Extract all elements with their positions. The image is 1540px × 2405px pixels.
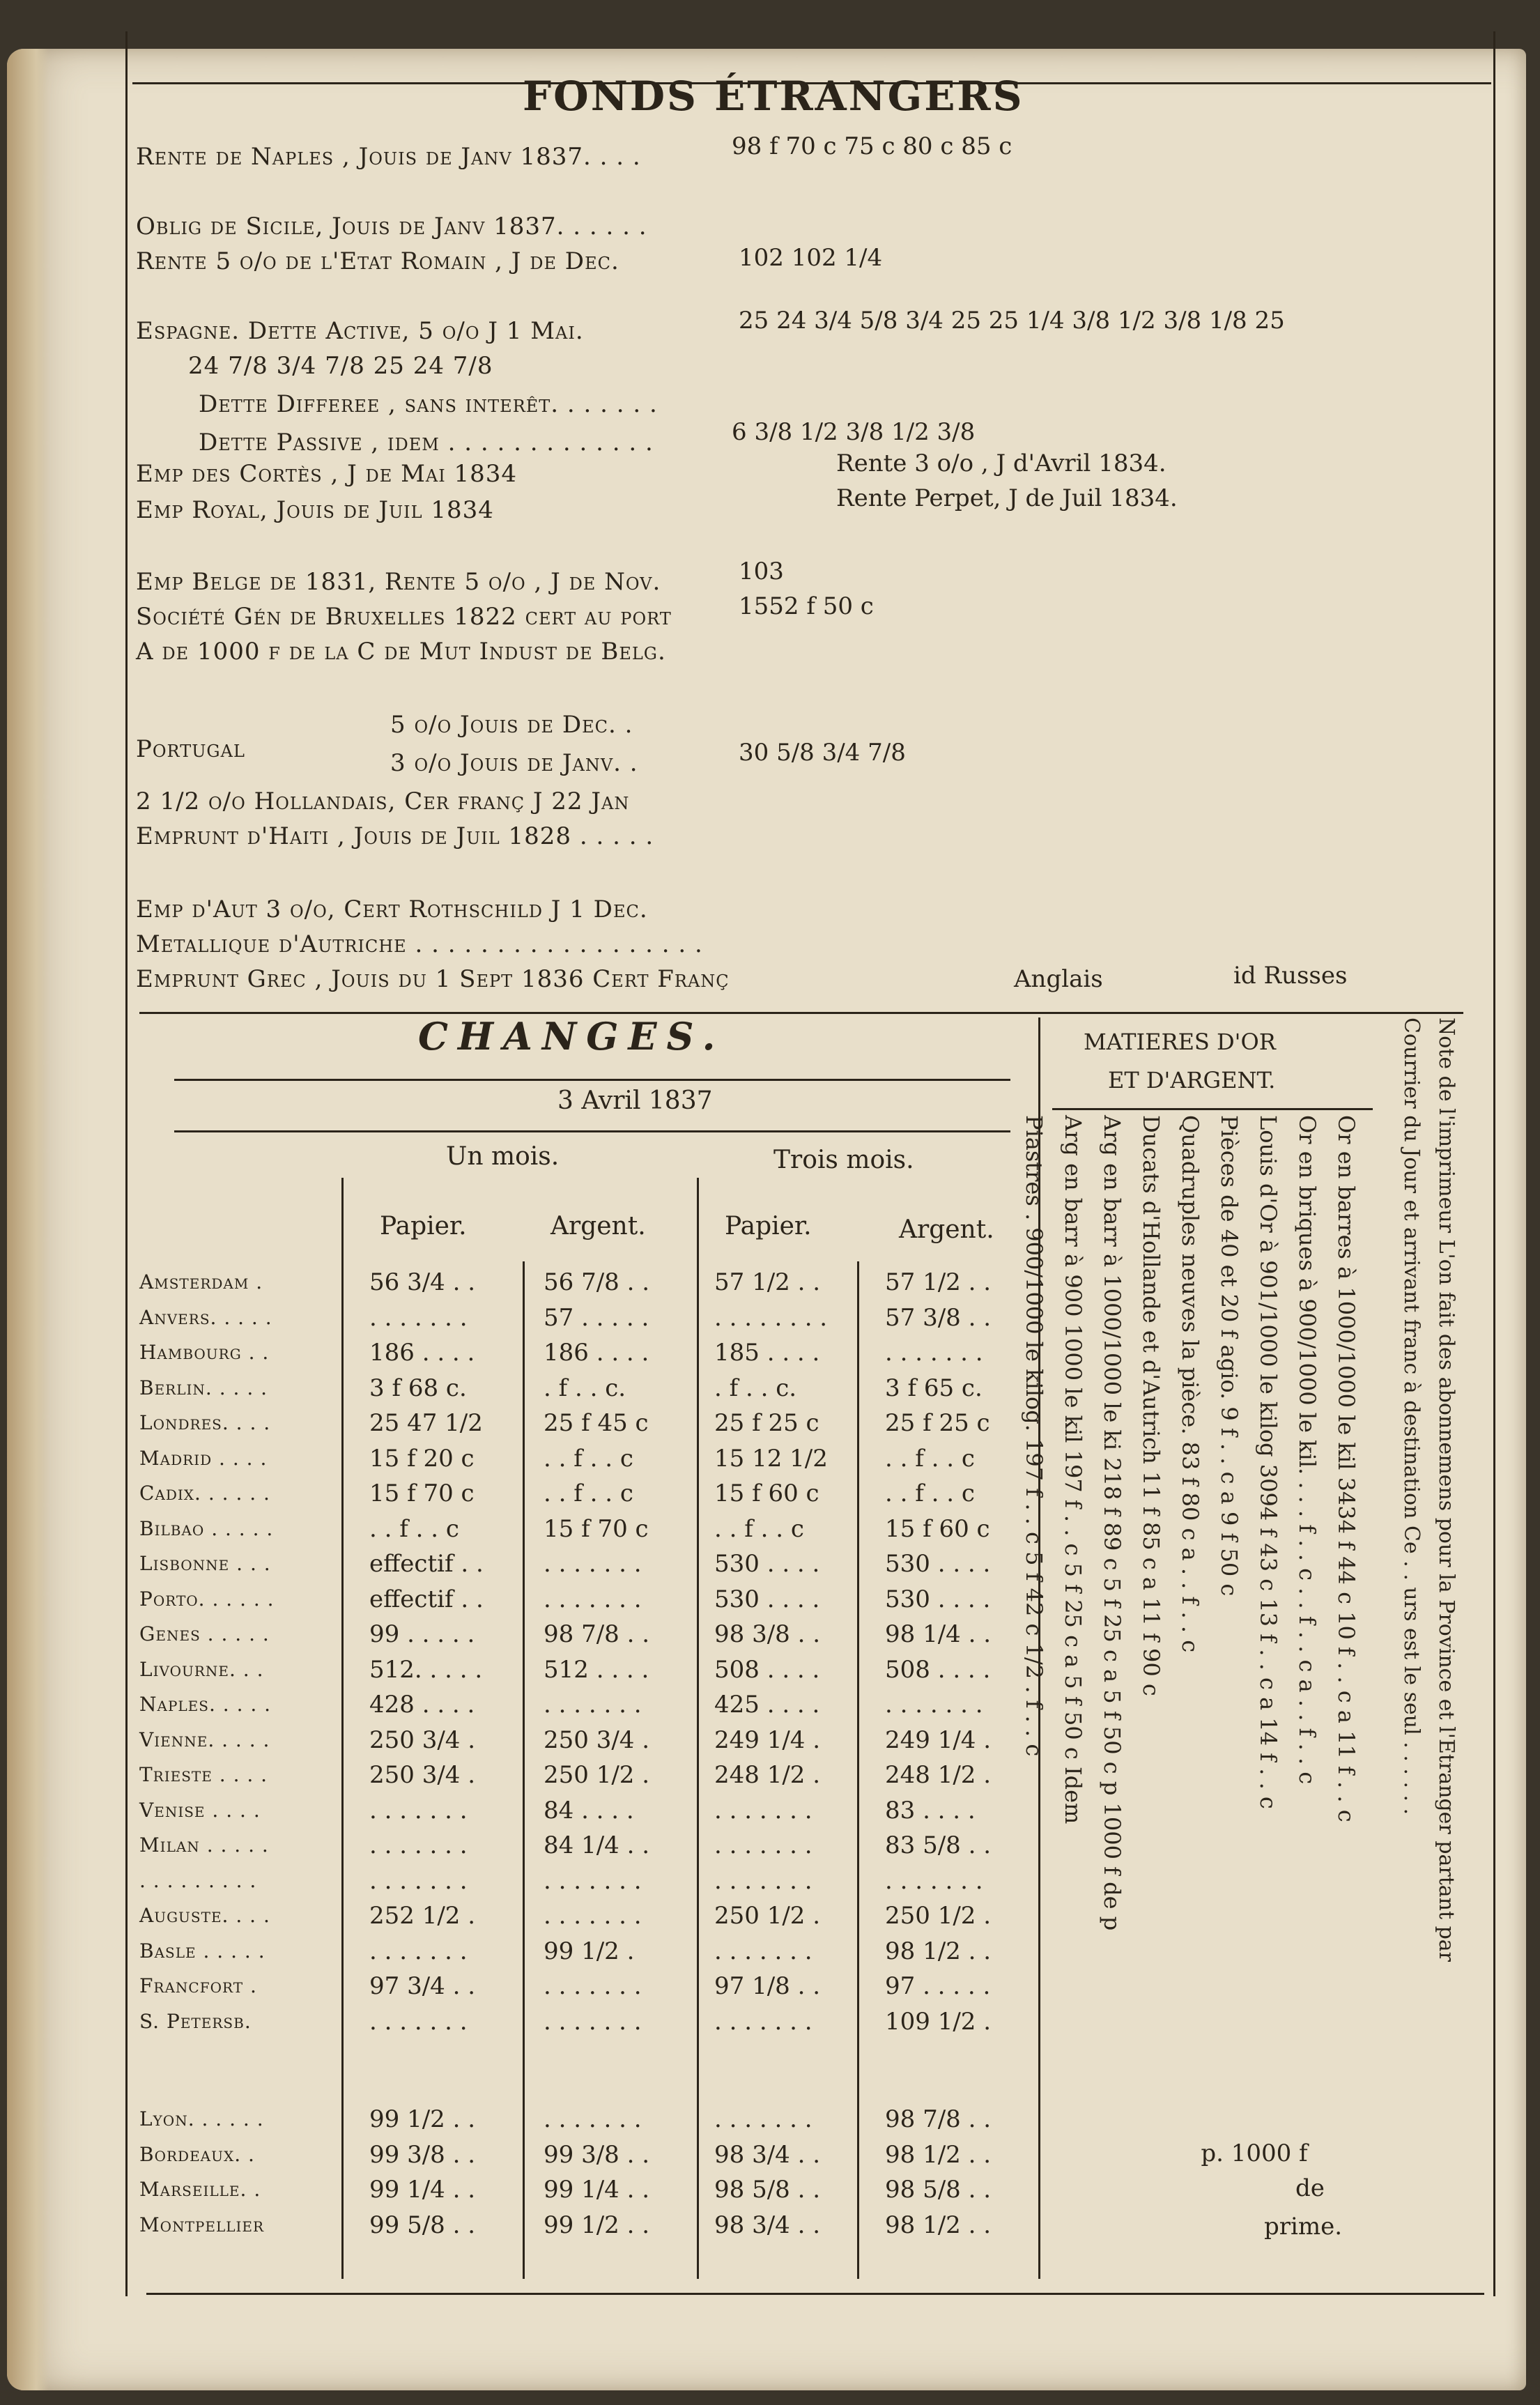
- fonds-row-value: 6 3/8 1/2 3/8 1/2 3/8: [732, 418, 976, 446]
- changes-cell-a1: . . . . . . .: [544, 1585, 642, 1613]
- changes-cell-a3: 15 f 60 c: [885, 1514, 990, 1543]
- changes-cell-p1: 3 f 68 c.: [369, 1374, 467, 1402]
- changes-city: Anvers. . . . .: [139, 1305, 272, 1329]
- changes-cell-p1: 15 f 20 c: [369, 1444, 475, 1473]
- fonds-row-value: Rente Perpet, J de Juil 1834.: [836, 484, 1178, 512]
- changes-city: . . . . . . . . .: [139, 1868, 257, 1892]
- prime-line-1: p. 1000 f: [1201, 2139, 1308, 2167]
- changes-cell-a1: 99 3/8 . .: [544, 2140, 650, 2169]
- changes-cell-p3: 15 12 1/2: [714, 1444, 828, 1473]
- fonds-bottom-rule: [139, 1012, 1463, 1014]
- changes-cell-p3: 98 3/4 . .: [714, 2140, 821, 2169]
- fonds-row-value: 30 5/8 3/4 7/8: [739, 739, 906, 767]
- changes-city: Madrid . . . .: [139, 1446, 268, 1470]
- changes-cell-a1: . . . . . . .: [544, 2105, 642, 2133]
- fonds-row-label: Rente 5 o/o de l'Etat Romain , J de Dec.: [136, 247, 619, 275]
- changes-cell-p3: 249 1/4 .: [714, 1726, 821, 1754]
- changes-cell-a3: 83 5/8 . .: [885, 1831, 992, 1859]
- changes-cell-p1: 99 1/4 . .: [369, 2176, 476, 2204]
- fonds-row-value: Rente 3 o/o , J d'Avril 1834.: [836, 450, 1166, 477]
- changes-city: Naples. . . . .: [139, 1693, 272, 1716]
- changes-city: Trieste . . . .: [139, 1763, 268, 1786]
- changes-cell-p3: . . . . . . . .: [714, 1303, 828, 1332]
- matieres-lines: [1015, 1115, 1366, 1930]
- changes-cell-p3: 250 1/2 .: [714, 1902, 821, 1930]
- changes-city: Londres. . . .: [139, 1411, 271, 1434]
- fonds-title: FONDS ÉTRANGERS: [523, 72, 1024, 120]
- changes-cell-p3: . f . . c.: [714, 1374, 797, 1402]
- fonds-row-value: Anglais: [1014, 965, 1103, 993]
- changes-cell-a3: 98 1/2 . .: [885, 1937, 992, 1965]
- changes-cell-a3: . . f . . c: [885, 1444, 975, 1473]
- changes-cell-a3: . . f . . c: [885, 1480, 975, 1507]
- fonds-row-label: 3 o/o Jouis de Janv. .: [390, 749, 638, 777]
- changes-cell-a1: . . f . . c: [544, 1444, 633, 1473]
- changes-cell-a3: 530 . . . .: [885, 1585, 991, 1613]
- imprimeur-note: [1394, 1017, 1463, 1962]
- changes-cell-p3: 530 . . . .: [714, 1550, 820, 1578]
- fonds-row-value: 98 f 70 c 75 c 80 c 85 c: [732, 132, 1012, 160]
- changes-cell-a1: . . f . . c: [544, 1480, 633, 1507]
- note-line-2: Courrier du Jour et arrivant franc à destination Ce . . urs est le seul . . . . . .: [1399, 1017, 1424, 1815]
- changes-cell-a3: . . . . . . .: [885, 1339, 983, 1367]
- changes-city: Livourne. . .: [139, 1657, 264, 1681]
- changes-title-rule: [174, 1079, 1010, 1081]
- changes-city: Venise . . . .: [139, 1798, 261, 1822]
- changes-cell-a3: 3 f 65 c.: [885, 1374, 983, 1402]
- changes-city: Lisbonne . . .: [139, 1552, 271, 1575]
- changes-cell-a1: 84 1/4 . .: [544, 1831, 650, 1859]
- changes-city: Auguste. . . .: [139, 1904, 270, 1927]
- changes-city: Cadix. . . . . .: [139, 1482, 270, 1505]
- note-line-1: Note de l'imprimeur L'on fait des abonnemens pour la Province et l'Etranger partant par: [1434, 1017, 1458, 1962]
- changes-cell-p3: . . f . . c: [714, 1514, 804, 1543]
- changes-cell-p3: 25 f 25 c: [714, 1409, 819, 1437]
- changes-cell-p1: 99 . . . . .: [369, 1620, 475, 1648]
- changes-cell-a1: . . . . . . .: [544, 1691, 642, 1719]
- changes-cell-a3: 109 1/2 .: [885, 2007, 992, 2036]
- fonds-row-label: Oblig de Sicile, Jouis de Janv 1837. . . . . .: [136, 213, 647, 240]
- changes-cell-p3: . . . . . . .: [714, 2105, 813, 2133]
- changes-cell-p1: 250 3/4 .: [369, 1726, 476, 1754]
- changes-cell-a1: . . . . . . .: [544, 2007, 642, 2036]
- changes-cell-p3: . . . . . . .: [714, 1796, 813, 1824]
- changes-cell-p3: 15 f 60 c: [714, 1480, 819, 1507]
- fonds-row-value: 1552 f 50 c: [739, 592, 874, 620]
- fonds-row-label: Dette Differee , sans interêt. . . . . . .: [199, 390, 658, 418]
- changes-cell-a1: 99 1/2 .: [544, 1937, 635, 1965]
- changes-title: CHANGES.: [418, 1014, 725, 1059]
- changes-cell-a1: 512 . . . .: [544, 1655, 649, 1684]
- changes-city: Berlin. . . . .: [139, 1376, 268, 1399]
- changes-cell-p1: 512. . . . .: [369, 1655, 483, 1684]
- changes-cell-p1: 428 . . . .: [369, 1691, 475, 1719]
- prime-line-2: de: [1295, 2174, 1325, 2202]
- fonds-row-label: 2 1/2 o/o Hollandais, Cer franç J 22 Jan: [136, 787, 630, 815]
- changes-cell-a1: . . . . . . .: [544, 1972, 642, 2000]
- changes-cell-a3: . . . . . . .: [885, 1691, 983, 1719]
- changes-cell-p3: 98 3/4 . .: [714, 2211, 821, 2239]
- prime-line-3: prime.: [1263, 2213, 1343, 2241]
- changes-cell-p1: . . . . . . .: [369, 1866, 468, 1895]
- changes-cell-a1: 186 . . . .: [544, 1339, 649, 1367]
- matieres-line: Quadruples neuves la pièce. 83 f 80 c a . . f . . c: [1177, 1115, 1203, 1653]
- changes-city: Lyon. . . . . .: [139, 2107, 264, 2130]
- changes-cell-p1: 99 3/8 . .: [369, 2140, 476, 2169]
- changes-city: Bordeaux. .: [139, 2142, 255, 2166]
- changes-city: Vienne. . . . .: [139, 1728, 270, 1751]
- matieres-line: Arg en barr à 1000/1000 le ki 218 f 89 c 5 f 25 c a 5 f 50 c p 1000 f de p: [1099, 1115, 1125, 1931]
- matieres-line: Arg en barr à 900 1000 le kil 197 f . . c 5 f 25 c a 5 f 50 c Idem: [1060, 1115, 1086, 1824]
- page-spine-shadow: [7, 49, 49, 2390]
- changes-cell-p1: . . . . . . .: [369, 2007, 468, 2036]
- matieres-line: Ducats d'Hollande et d'Autrich 11 f 85 c a 11 f 90 c: [1138, 1115, 1164, 1696]
- changes-city: Hambourg . .: [139, 1341, 270, 1364]
- matieres-line: Or en barres à 1000/1000 le kil 3434 f 44 c 10 f . . c a 11 f . . c: [1333, 1115, 1360, 1822]
- changes-cell-p3: 97 1/8 . .: [714, 1972, 821, 2000]
- changes-cell-p1: 15 f 70 c: [369, 1480, 475, 1507]
- changes-cell-a3: 98 7/8 . .: [885, 2105, 992, 2133]
- changes-cell-a3: 97 . . . . .: [885, 1972, 991, 2000]
- changes-cell-p1: . . f . . c: [369, 1514, 459, 1543]
- changes-cell-p3: 530 . . . .: [714, 1585, 820, 1613]
- changes-cell-p3: 508 . . . .: [714, 1655, 820, 1684]
- changes-cell-a3: 57 1/2 . .: [885, 1268, 992, 1296]
- changes-city: Porto. . . . . .: [139, 1587, 275, 1611]
- changes-date-rule: [174, 1130, 1010, 1132]
- fonds-row-label: Emprunt d'Haiti , Jouis de Juil 1828 . . . . .: [136, 822, 654, 850]
- fonds-row-label: Portugal: [136, 735, 245, 763]
- changes-cell-p3: . . . . . . .: [714, 2007, 813, 2036]
- changes-city: Bilbao . . . . .: [139, 1516, 274, 1540]
- matieres-line: Piastres . 900/1000 le kilog. 197 f . . c 5 f 42 c 1/2 . f . . c: [1021, 1115, 1047, 1757]
- fonds-row-label: Emprunt Grec , Jouis du 1 Sept 1836 Cert Franç: [136, 965, 730, 993]
- fonds-row-value: 102 102 1/4: [739, 244, 883, 272]
- changes-cell-a3: 250 1/2 .: [885, 1902, 992, 1930]
- changes-cell-p1: 25 47 1/2: [369, 1409, 483, 1437]
- fonds-row-label: Emp Royal, Jouis de Juil 1834: [136, 496, 494, 524]
- matieres-title-1: MATIERES D'OR: [1084, 1029, 1276, 1055]
- changes-cell-p3: 98 3/8 . .: [714, 1620, 821, 1648]
- argent-header-1: Argent.: [550, 1212, 646, 1240]
- argent-header-3: Argent.: [899, 1215, 994, 1244]
- changes-city: S. Petersb.: [139, 2009, 252, 2033]
- fonds-row-label: Espagne. Dette Active, 5 o/o J 1 Mai.: [136, 317, 584, 345]
- changes-cell-a1: . f . . c.: [544, 1374, 626, 1402]
- changes-city: Marseille. .: [139, 2178, 261, 2201]
- changes-cell-p3: 185 . . . .: [714, 1339, 820, 1367]
- col-divider-1: [341, 1178, 344, 2279]
- trois-mois-header: Trois mois.: [773, 1146, 914, 1174]
- changes-city: Amsterdam .: [139, 1270, 263, 1293]
- changes-cell-p1: 250 3/4 .: [369, 1761, 476, 1789]
- fonds-row-label: 24 7/8 3/4 7/8 25 24 7/8: [188, 352, 493, 380]
- changes-city: Basle . . . . .: [139, 1939, 265, 1962]
- changes-cell-a1: 99 1/4 . .: [544, 2176, 650, 2204]
- un-mois-header: Un mois.: [446, 1142, 560, 1171]
- fonds-row-label: Emp Belge de 1831, Rente 5 o/o , J de Nov.: [136, 568, 661, 596]
- changes-cell-p3: 425 . . . .: [714, 1691, 820, 1719]
- fonds-row-label: Société Gén de Bruxelles 1822 cert au port: [136, 603, 672, 631]
- changes-cell-p3: . . . . . . .: [714, 1937, 813, 1965]
- col-divider-2: [523, 1261, 525, 2279]
- changes-cell-a1: 250 3/4 .: [544, 1726, 650, 1754]
- changes-cell-a3: . . . . . . .: [885, 1866, 983, 1895]
- changes-cell-p1: 186 . . . .: [369, 1339, 475, 1367]
- changes-cell-p1: effectif . .: [369, 1585, 484, 1613]
- changes-cell-a3: 98 5/8 . .: [885, 2176, 992, 2204]
- changes-cell-a3: 98 1/2 . .: [885, 2140, 992, 2169]
- changes-cell-a3: 83 . . . .: [885, 1796, 976, 1824]
- changes-city: Montpellier: [139, 2213, 265, 2236]
- changes-city: Milan . . . . .: [139, 1834, 269, 1857]
- changes-cell-a1: . . . . . . .: [544, 1866, 642, 1895]
- changes-cell-p1: effectif . .: [369, 1550, 484, 1578]
- fonds-row-label: Dette Passive , idem . . . . . . . . . . . . .: [199, 429, 654, 456]
- fonds-row-label: Emp des Cortès , J de Mai 1834: [136, 460, 518, 488]
- changes-city: Francfort .: [139, 1974, 257, 1997]
- changes-cell-a1: 99 1/2 . .: [544, 2211, 650, 2239]
- matieres-title-2: ET D'ARGENT.: [1108, 1067, 1276, 1093]
- changes-cell-p1: 252 1/2 .: [369, 1902, 476, 1930]
- changes-cell-p1: 97 3/4 . .: [369, 1972, 476, 2000]
- fonds-row-label: A de 1000 f de la C de Mut Indust de Belg.: [136, 638, 666, 666]
- fonds-row-value: 25 24 3/4 5/8 3/4 25 25 1/4 3/8 1/2 3/8 1/8 25: [739, 307, 1285, 335]
- col-divider-4: [857, 1261, 859, 2279]
- changes-cell-p3: . . . . . . .: [714, 1866, 813, 1895]
- matieres-line: Louis d'Or à 901/1000 le kilog 3094 f 43 c 13 f . . c a 14 f . . c: [1255, 1115, 1281, 1809]
- changes-cell-p3: 98 5/8 . .: [714, 2176, 821, 2204]
- changes-cell-p1: 56 3/4 . .: [369, 1268, 476, 1296]
- col-divider-3: [697, 1178, 699, 2279]
- papier-header-3: Papier.: [725, 1212, 812, 1240]
- papier-header-1: Papier.: [380, 1212, 467, 1240]
- changes-cell-a1: 250 1/2 .: [544, 1761, 650, 1789]
- changes-date: 3 Avril 1837: [557, 1086, 713, 1115]
- changes-cell-a1: 25 f 45 c: [544, 1409, 649, 1437]
- changes-cell-a1: . . . . . . .: [544, 1550, 642, 1578]
- changes-cell-p3: 57 1/2 . .: [714, 1268, 821, 1296]
- changes-cell-p3: 248 1/2 .: [714, 1761, 821, 1789]
- changes-cell-p1: 99 5/8 . .: [369, 2211, 476, 2239]
- changes-cell-p1: . . . . . . .: [369, 1831, 468, 1859]
- changes-cell-a1: 98 7/8 . .: [544, 1620, 650, 1648]
- changes-cell-a3: 248 1/2 .: [885, 1761, 992, 1789]
- matieres-line: Pièces de 40 et 20 f agio. 9 f . . c a 9 f 50 c: [1216, 1115, 1242, 1597]
- fonds-row-value: id Russes: [1233, 962, 1348, 990]
- fonds-row-label: 5 o/o Jouis de Dec. .: [390, 711, 633, 739]
- changes-cell-a3: 530 . . . .: [885, 1550, 991, 1578]
- bottom-rule: [146, 2293, 1484, 2295]
- fonds-row-label: Metallique d'Autriche . . . . . . . . . . . . . . . . . .: [136, 930, 703, 958]
- changes-cell-a1: 56 7/8 . .: [544, 1268, 650, 1296]
- fonds-row-label: Emp d'Aut 3 o/o, Cert Rothschild J 1 Dec.: [136, 896, 648, 923]
- changes-cell-p1: . . . . . . .: [369, 1937, 468, 1965]
- changes-cell-a1: 15 f 70 c: [544, 1514, 649, 1543]
- changes-city: Genes . . . . .: [139, 1622, 270, 1645]
- fonds-row-value: 103: [739, 558, 784, 585]
- changes-cell-p1: . . . . . . .: [369, 1303, 468, 1332]
- changes-cell-a1: 57 . . . . .: [544, 1303, 649, 1332]
- changes-cell-p3: . . . . . . .: [714, 1831, 813, 1859]
- changes-cell-a3: 249 1/4 .: [885, 1726, 992, 1754]
- changes-cell-p1: 99 1/2 . .: [369, 2105, 476, 2133]
- changes-cell-a3: 98 1/4 . .: [885, 1620, 992, 1648]
- changes-cell-a1: . . . . . . .: [544, 1902, 642, 1930]
- fonds-row-label: Rente de Naples , Jouis de Janv 1837. . . .: [136, 143, 641, 171]
- changes-cell-a3: 57 3/8 . .: [885, 1303, 992, 1332]
- changes-cell-a3: 508 . . . .: [885, 1655, 991, 1684]
- changes-cell-a3: 25 f 25 c: [885, 1409, 990, 1437]
- changes-cell-p1: . . . . . . .: [369, 1796, 468, 1824]
- changes-cell-a3: 98 1/2 . .: [885, 2211, 992, 2239]
- matieres-line: Or en briques à 900/1000 le kil. . . . f . . c . . f . . c a . . f . . c: [1294, 1115, 1320, 1785]
- changes-cell-a1: 84 . . . .: [544, 1796, 634, 1824]
